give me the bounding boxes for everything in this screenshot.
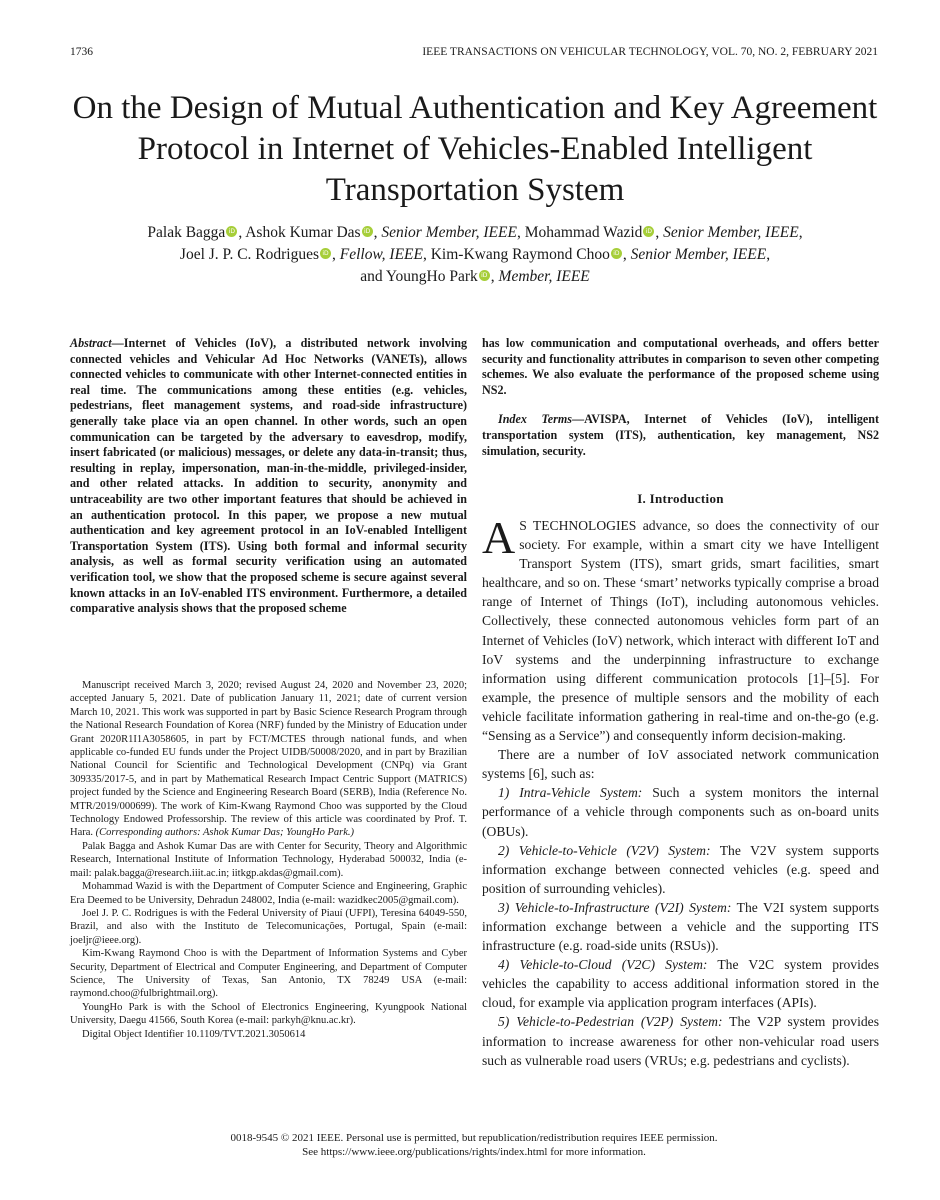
author-name: Mohammad Wazid	[524, 224, 643, 241]
author-title: Senior Member, IEEE	[630, 246, 767, 263]
index-terms-text: —AVISPA, Internet of Vehicles (IoV), intelligent transportation system (ITS), authentication, key management, NS2 simulation, security.	[482, 412, 879, 458]
affiliation-note: Joel J. P. C. Rodrigues is with the Federal University of Piauí (UFPI), Teresina 64049-550, Brazil, and also with the Instituto de Telecomunicações, Portugal, Spain (e-mail: joeljr@ieee.org).	[70, 907, 467, 946]
abstract-label: Abstract	[70, 336, 112, 350]
manuscript-text: Manuscript received March 3, 2020; revised August 24, 2020 and November 23, 2020; accepted January 5, 2021. Date of publication January 11, 2021; date of current version March 10, 2021. This work was supported in part by Basic Science Research Program through the National Research Foundation of Korea (NRF) funded by the Ministry of Education under Grant 2020R1I1A3058605, in part by FCT/MCTES through national funds, and when applicable co-funded EU funds under the Project UIDB/50008/2020, and in part by Brazilian National Council for Scientific and Technological Development (CNPq) via Grant 309335/2017-5, and in part by Mathematical Research Impact Centric Support (MATRICS) project funded by the Science and Engineering Research Board (SERB), India (Reference No. MTR/2019/000699). The work of Kim-Kwang Raymond Choo was supported by the Cloud Technology Endowed Professorship. The review of this article was coordinated by Prof. T. Hara.	[70, 680, 467, 839]
author-title: Senior Member, IEEE	[663, 224, 799, 241]
page-number: 1736	[70, 46, 93, 58]
affiliation-note: Mohammad Wazid is with the Department of Computer Science and Engineering, Graphic Era Deemed to be University, Dehradun 248002, India (e-mail: wazidkec2005@gmail.com).	[70, 881, 467, 906]
author-title: Member, IEEE	[498, 268, 590, 285]
affiliation-note: Palak Bagga and Ashok Kumar Das are with Center for Security, Theory and Algorithmic Research, International Institute of Information Technology, Hyderabad 500032, India (e-mail: palak.bagga@research.iiit.ac.in; iitkgp.akdas@gmail.com).	[70, 840, 467, 879]
introduction-body	[482, 512, 880, 1070]
copyright-footer	[70, 1131, 878, 1159]
copyright-line: 0018-9545 © 2021 IEEE. Personal use is permitted, but republication/redistribution requires IEEE permission.	[230, 1132, 718, 1144]
author-title: Fellow, IEEE	[339, 246, 423, 263]
abstract	[70, 336, 467, 617]
orcid-icon[interactable]: iD	[479, 270, 490, 281]
left-column	[70, 336, 467, 617]
list-item-text: The V2I system supports information exchange between a vehicle and the supporting ITS infrastructure (e.g. road-side units (RSUs)).	[482, 899, 879, 954]
list-item-text: The V2C system provides vehicles the capability to access additional information stored in the cloud, for example via application program interfaces (APIs).	[482, 957, 880, 1011]
list-item-label: 4) Vehicle-to-Cloud (V2C) System:	[498, 957, 708, 973]
list-item	[482, 841, 879, 898]
affiliation-note: YoungHo Park is with the School of Electronics Engineering, Kyungpook National University, Daegu 41566, South Korea (e-mail: parkyh@knu.ac.kr).	[70, 1001, 467, 1027]
author-name: Palak Bagga	[147, 224, 226, 241]
orcid-icon[interactable]: iD	[643, 226, 654, 237]
author-list: Palak Bagga iD , Ashok Kumar Das iD , Senior Member, IEEE, Mohammad Wazid iD , Senior Member, IEEE, Joel J. P. C. Rodrigues iD , Fellow, IEEE, Kim-Kwang Raymond Choo iD , Senior Member, IEEE, and YoungHo Park iD , Member, IEEE	[147, 224, 803, 285]
orcid-icon[interactable]: iD	[226, 226, 237, 237]
and-word: and	[360, 268, 383, 285]
intro-paragraph	[482, 512, 879, 745]
intro-paragraph-text: S TECHNOLOGIES advance, so does the connectivity of our society. For example, within a smart city we have Intelligent Transport System (ITS), smart grids, smart facilities, smart healthcare, and so on. These ‘smart’ networks typically comprise a broad range of Internet of Things (IoT), including autonomous vehicles. Collectively, these connected autonomous vehicles form part of an Internet of Vehicles (IoV) network, which interact with different IoT and IoV systems and the underpinning infrastructure to exchange information using different communication protocols [1]–[5]. For example, the presence of multiple sensors and the mobility of each vehicle facilitate information gathering in real-time and on-the-go (e.g. “Sensing as a Service”) and consequently inform decision-making.	[482, 518, 879, 744]
index-terms-label: Index Terms	[498, 412, 572, 427]
list-item-text: The V2V system supports information exchange between connected vehicles (e.g. speed and position of surrounding vehicles).	[482, 842, 880, 896]
abstract-text: —Internet of Vehicles (IoV), a distributed network involving connected vehicles and Vehicular Ad Hoc Networks (VANETs), allows connected vehicles to communicate with other Internet-connected entities in real time. The communications among these entities (e.g. vehicles, pedestrians, fleet management systems, and road-side infrastructure) generally take place via an open channel. In other words, such an open communication can be targeted by the adversary to eavesdrop, modify, insert fabricated (or malicious) messages, or delete any data-in-transit; thus, resulting in replay, impersonation, man-in-the-middle, privileged-insider, and other related attacks. In addition to security, anonymity and untraceability are two other important features that should be achieved in an authentication protocol. In this paper, we propose a new mutual authentication and key agreement protocol in an IoV-enabled Intelligent Transportation System (ITS). Using both formal and informal security analysis, as well as formal security verification using an automated verification tool, we show that the proposed scheme is secure against several known attacks in an IoV-enabled ITS environment. Furthermore, a detailed comparative analysis shows that the proposed scheme	[70, 336, 467, 616]
orcid-icon[interactable]: iD	[611, 248, 622, 259]
list-item-label: 5) Vehicle-to-Pedestrian (V2P) System:	[498, 1014, 723, 1030]
author-name: YoungHo Park	[385, 268, 478, 285]
drop-cap: A	[482, 512, 516, 563]
author-title: Senior Member, IEEE	[381, 224, 517, 241]
abstract-continued: has low communication and computational overheads, and offers better security and functionality attributes in comparison to seven other competing schemes. We also evaluate the performance of the proposed scheme using NS2.	[482, 336, 879, 397]
running-header	[70, 46, 878, 58]
footnotes	[70, 679, 467, 1041]
affiliation-note: Kim-Kwang Raymond Choo is with the Department of Information Systems and Cyber Security, Department of Electrical and Computer Engineering, and Department of Computer Science, The University of Texas, San Antonio, TX 78249 USA (e-mail: raymond.choo@fulbrightmail.org).	[70, 948, 467, 1000]
list-item-label: 3) Vehicle-to-Infrastructure (V2I) System:	[498, 899, 732, 915]
list-item	[482, 783, 879, 840]
rights-link-line[interactable]: See https://www.ieee.org/publications/rights/index.html for more information.	[302, 1146, 646, 1158]
corresponding-authors: (Corresponding authors: Ashok Kumar Das; YoungHo Park.)	[95, 827, 354, 839]
orcid-icon[interactable]: iD	[320, 248, 331, 259]
author-name: Kim-Kwang Raymond Choo	[430, 246, 610, 263]
right-column	[482, 336, 879, 459]
author-name: Joel J. P. C. Rodrigues	[179, 246, 320, 263]
list-item	[482, 1012, 879, 1069]
index-terms	[482, 412, 879, 459]
orcid-icon[interactable]: iD	[362, 226, 373, 237]
list-item-label: 1) Intra-Vehicle System:	[498, 785, 643, 801]
list-item-text: Such a system monitors the internal performance of a vehicle through components such as on-board units (OBUs).	[482, 785, 879, 839]
journal-name: IEEE TRANSACTIONS ON VEHICULAR TECHNOLOGY, VOL. 70, NO. 2, FEBRUARY 2021	[422, 46, 878, 58]
list-item	[482, 955, 879, 1012]
doi-note: Digital Object Identifier 10.1109/TVT.2021.3050614	[82, 1028, 306, 1040]
list-item	[482, 898, 879, 955]
intro-paragraph: There are a number of IoV associated network communication systems [6], such as:	[482, 747, 879, 782]
list-item-text: The V2P system provides information to increase awareness for other non-vehicular road users such as vulnerable road users (VRUs; e.g. pedestrians and cyclists).	[482, 1014, 879, 1068]
section-heading-introduction: I. Introduction	[637, 491, 724, 506]
list-item-label: 2) Vehicle-to-Vehicle (V2V) System:	[498, 842, 711, 858]
manuscript-note	[70, 679, 467, 840]
author-name: Ashok Kumar Das	[245, 224, 361, 241]
paper-title: On the Design of Mutual Authentication and Key Agreement Protocol in Internet of Vehicles-Enabled Intelligent Transportation System	[72, 90, 878, 208]
